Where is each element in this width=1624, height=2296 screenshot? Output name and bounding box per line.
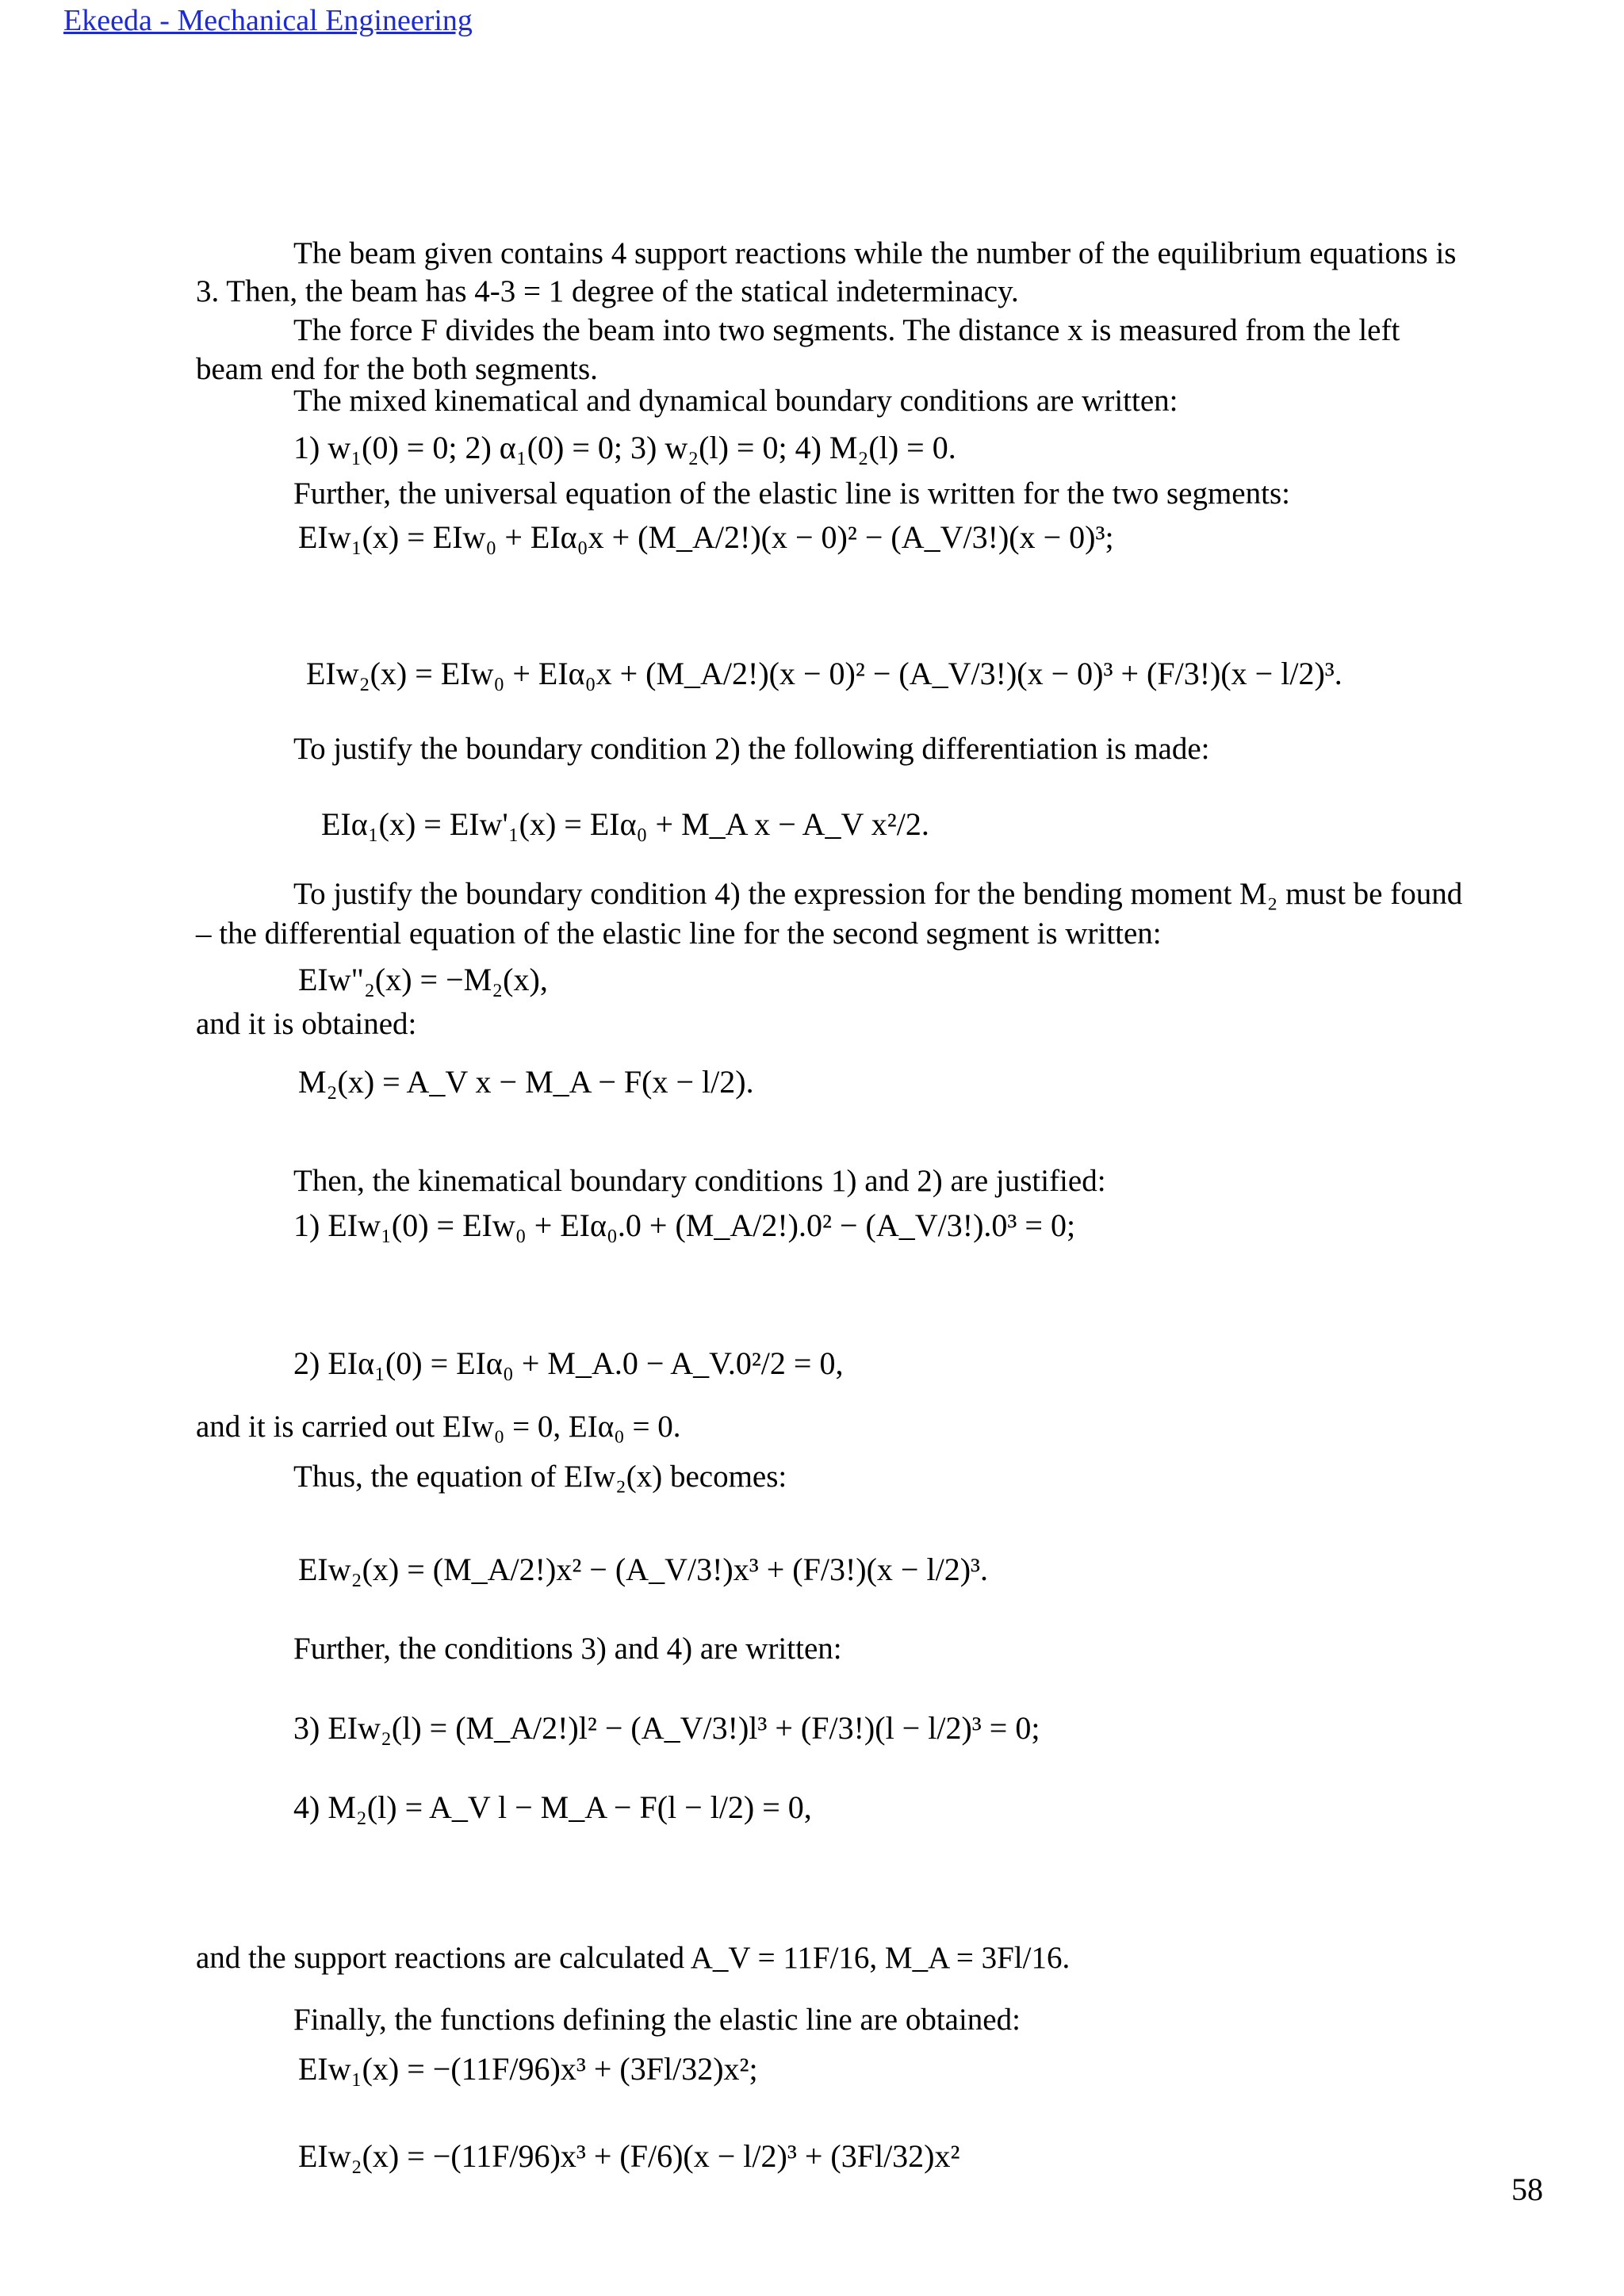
text-line: To justify the boundary condition 2) the following differentiation is made: bbox=[293, 732, 1210, 766]
equation: M₂(x) = A_V x − M_A − F(x − l/2). bbox=[298, 1064, 754, 1100]
header-link[interactable]: Ekeeda - Mechanical Engineering bbox=[63, 4, 473, 37]
text-line: and it is obtained: bbox=[196, 1007, 417, 1041]
text-line: The beam given contains 4 support reactions while the number of the equilibrium equations is bbox=[293, 236, 1457, 270]
equation: EIw₂(x) = EIw₀ + EIα₀x + (M_A/2!)(x − 0)² − (A_V/3!)(x − 0)³ + (F/3!)(x − l/2)³. bbox=[306, 656, 1342, 691]
text-line: The mixed kinematical and dynamical boundary conditions are written: bbox=[293, 384, 1178, 418]
equation: EIα₁(x) = EIw'₁(x) = EIα₀ + M_A x − A_V x²/2. bbox=[321, 806, 929, 842]
text-line: 3. Then, the beam has 4-3 = 1 degree of the statical indeterminacy. bbox=[196, 274, 1019, 308]
text-line: Further, the universal equation of the elastic line is written for the two segments: bbox=[293, 476, 1290, 511]
equation: EIw₁(x) = −(11F/96)x³ + (3Fl/32)x²; bbox=[298, 2051, 758, 2087]
equation: EIw₂(x) = −(11F/96)x³ + (F/6)(x − l/2)³ + (3Fl/32)x² bbox=[298, 2138, 960, 2174]
equation: 3) EIw₂(l) = (M_A/2!)l² − (A_V/3!)l³ + (F/3!)(l − l/2)³ = 0; bbox=[293, 1710, 1040, 1746]
text-line: Then, the kinematical boundary conditions 1) and 2) are justified: bbox=[293, 1164, 1106, 1198]
equation: 2) EIα₁(0) = EIα₀ + M_A.0 − A_V.0²/2 = 0, bbox=[293, 1345, 844, 1381]
equation: EIw"₂(x) = −M₂(x), bbox=[298, 962, 548, 997]
text-line: and the support reactions are calculated A_V = 11F/16, M_A = 3Fl/16. bbox=[196, 1941, 1071, 1975]
equation: EIw₂(x) = (M_A/2!)x² − (A_V/3!)x³ + (F/3!)(x − l/2)³. bbox=[298, 1552, 988, 1587]
text-line: Further, the conditions 3) and 4) are written: bbox=[293, 1632, 842, 1666]
text-line: – the differential equation of the elastic line for the second segment is written: bbox=[196, 916, 1162, 951]
equation: 4) M₂(l) = A_V l − M_A − F(l − l/2) = 0, bbox=[293, 1789, 812, 1825]
text-line: and it is carried out EIw₀ = 0, EIα₀ = 0. bbox=[196, 1410, 681, 1444]
equation: EIw₁(x) = EIw₀ + EIα₀x + (M_A/2!)(x − 0)² − (A_V/3!)(x − 0)³; bbox=[298, 519, 1114, 555]
page-number: 58 bbox=[1511, 2172, 1543, 2207]
text-line: The force F divides the beam into two segments. The distance x is measured from the left bbox=[293, 313, 1400, 347]
text-line: To justify the boundary condition 4) the expression for the bending moment M₂ must be found bbox=[293, 877, 1463, 911]
text-line: beam end for the both segments. bbox=[196, 352, 598, 386]
equation: 1) EIw₁(0) = EIw₀ + EIα₀.0 + (M_A/2!).0² − (A_V/3!).0³ = 0; bbox=[293, 1207, 1076, 1243]
text-line: Finally, the functions defining the elastic line are obtained: bbox=[293, 2003, 1021, 2037]
text-line: Thus, the equation of EIw₂(x) becomes: bbox=[293, 1460, 787, 1494]
equation: 1) w₁(0) = 0; 2) α₁(0) = 0; 3) w₂(l) = 0; 4) M₂(l) = 0. bbox=[293, 430, 956, 465]
